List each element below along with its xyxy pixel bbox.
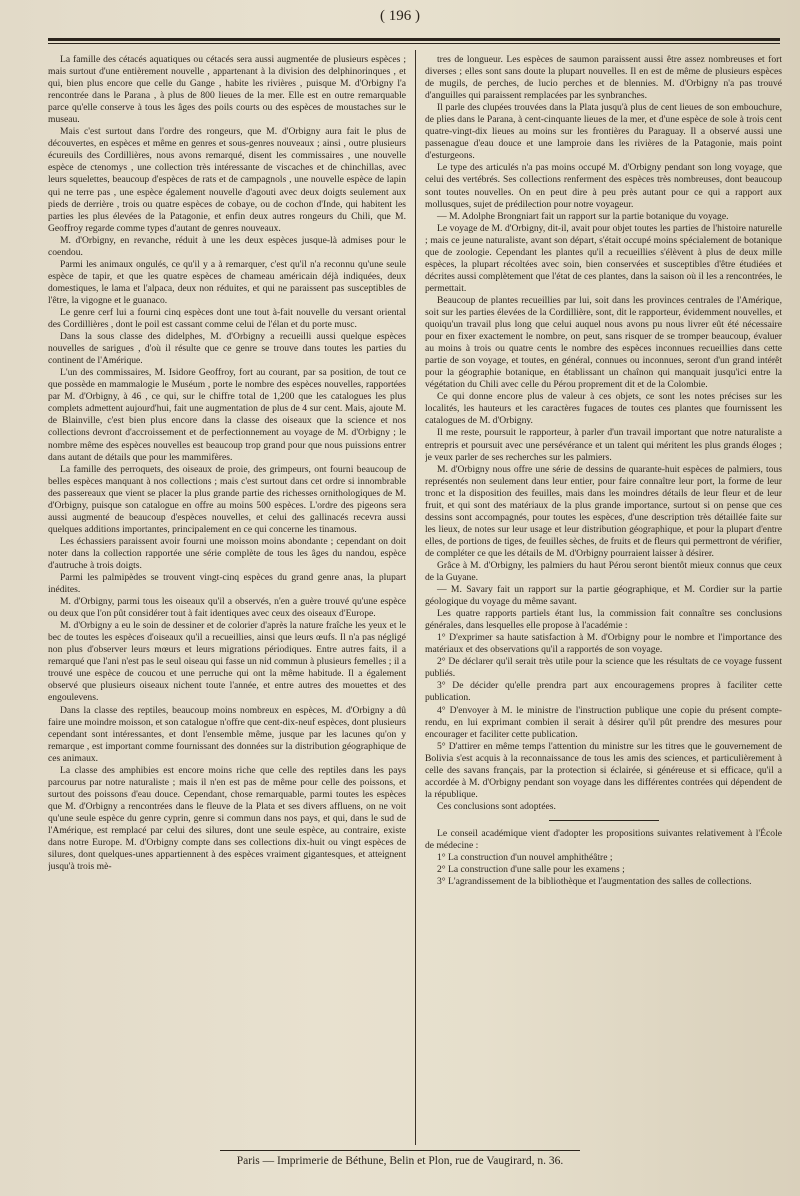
header-rule <box>48 38 780 44</box>
column-divider <box>415 50 416 1145</box>
paragraph: Beaucoup de plantes recueillies par lui, soit dans les provinces centrales de l'Amérique, soit sur les parties élevées de la Cordillière, sont, dit le rapporteur, évidemment nouvelles, et quoiqu'un travail plus long que celui auquel nous avons pu nous livrer eût été nécessaire pour en fixer exactement le nombre, on peut, sans risquer de se tromper beaucoup, évaluer au moins à trois ou quatre cents le nombre des espèces inconnues recueillies dans cette partie de son voyage, et toutes, en général, connues ou inconnues, seront d'un grand intérêt pour la géographie botanique, en établissant un chaînon qui manquait jusqu'ici entre la végétation du Chili avec celle du Pérou proprement dit et de la Colombie. <box>425 294 782 391</box>
paragraph: La famille des perroquets, des oiseaux de proie, des grimpeurs, ont fourni beaucoup de belles espèces manquant à nos collections ; mais c'est surtout dans cet ordre si innombrable des passereaux que vient se placer la plus grande partie des richesses ornithologiques de M. d'Orbigny, puisque son catalogue en offre au moins 500 espèces. L'ordre des pigeons sera aussi augmenté de beaucoup d'espèces nouvelles, et celui des gallinacés recevra aussi quelques additions importantes, principalement en ce qui concerne les tinamous. <box>48 463 406 535</box>
paragraph: 3° L'agrandissement de la bibliothèque et l'augmentation des salles de collections. <box>437 876 752 888</box>
paragraph: M. d'Orbigny, en revanche, réduit à une les deux espèces jusque-là admises pour le coendou. <box>48 234 406 258</box>
paragraph: Il parle des clupées trouvées dans la Plata jusqu'à plus de cent lieues de son embouchure, de plies dans le Parana, à cent-cinquante lieues de la mer, et d'une espèce de sole à trois cent quatre-vingt-dix lieues au moins sur les frontières du Paraguay. Il a observé aussi une passenague d'eau douce et une lamproie dans les rivières de la Patagonie, mais point d'esturgeons. <box>425 102 782 162</box>
paragraph: Dans la sous classe des didelphes, M. d'Orbigny a recueilli aussi quelque espèces nouvelles de sarigues , d'où il résulte que ce genre se trouve dans toutes les parties du continent de l'Amérique. <box>48 331 406 367</box>
paragraph: M. d'Orbigny nous offre une série de dessins de quarante-huit espèces de palmiers, tous représentés non seulement dans leur entier, pour faire connaître leur port, la forme de leur tronc et la disposition des feuilles, mais dans les moindres détails de leur fleur et de leur fruit, et qui sont des matériaux de la plus grande importance, surtout si on pense que ces dessins sont accompagnés, pour toutes les espèces, d'une description très détaillée faite sur les lieux, de notes sur leur usage et leur distribution géographique, et pour la plupart d'entre elles, de portions de tiges, de feuilles sèches, de fruits et de fleurs qui permettront de vérifier, de compléter ce que les détails de M. d'Orbigny pourraient laisser à désirer. <box>425 463 782 559</box>
paragraph: — M. Adolphe Brongniart fait un rapport sur la partie botanique du voyage. <box>437 210 729 222</box>
paragraph: Parmi les palmipèdes se trouvent vingt-cinq espèces du grand genre anas, la plupart inédites. <box>48 572 406 596</box>
paragraph: Ces conclusions sont adoptées. <box>437 800 556 812</box>
paragraph: Ce qui donne encore plus de valeur à ces objets, ce sont les notes précises sur les localités, les hauteurs et les caractères fugaces de toutes ces plantes que fournissent les catalogues de M. d'Orbigny. <box>425 391 782 427</box>
section-divider <box>549 820 659 821</box>
left-column <box>48 54 406 1142</box>
paragraph: 3° De décider qu'elle prendra part aux encouragemens propres à faciliter cette publication. <box>425 680 782 704</box>
footer-rule <box>220 1150 580 1151</box>
paragraph: M. d'Orbigny a eu le soin de dessiner et de colorier d'après la nature fraîche les yeux et le bec de toutes les espèces d'oiseaux qu'il a recueillies, ainsi que leurs œufs. Il n'a pas négligé non plus d'observer leurs mœurs et leurs migrations périodiques. Entre autres faits, il a remarqué que l'ani n'est pas le seul oiseau qui fasse un nid commun à plusieurs femelles ; il a trouvé une espèce de coucou et une perruche qui ont la même habitude. Il a également observé que plusieurs oiseaux nichent toute l'année, et entre autres des mouettes et des engoulevens. <box>48 620 406 704</box>
paragraph: Mais c'est surtout dans l'ordre des rongeurs, que M. d'Orbigny aura fait le plus de découvertes, en espèces et même en genres et sous-genres nouveaux ; ainsi , outre plusieurs écureuils des Cordillières, nous avons remarqué, disent les commissaires , une nouvelle espèce de ctenomys , une collection très intéressante de viscaches et de chinchillas, avec leurs squelettes, beaucoup d'espèces de rats et de campagnols , une nouvelle espèce de lapin qui ne terre pas , une espèce également nouvelle d'agouti avec deux doigts seulement aux pieds de derrière , trois ou quatre espèces de cobaye, ou de cochon d'Inde, qui habitent les parties les plus élevées de la Patagonie, et enfin deux autres rongeurs du Chili, que M. Geoffroy regarde comme types d'autant de genres nouveaux. <box>48 126 406 234</box>
paragraph: Le type des articulés n'a pas moins occupé M. d'Orbigny pendant son long voyage, que celui des vertébrés. Ses collections renferment des espèces très nombreuses, dont beaucoup sont toutes nouvelles. On en peut dire à peu près autant pour ce qui a rapport aux mollusques, sujet de prédilection pour notre voyageur. <box>425 162 782 210</box>
paragraph: 1° D'exprimer sa haute satisfaction à M. d'Orbigny pour le nombre et l'importance des matériaux et des observations qu'il a rapportés de son voyage. <box>425 632 782 656</box>
paragraph: M. d'Orbigny, parmi tous les oiseaux qu'il a observés, n'en a guère trouvé qu'une espèce ou deux que l'on pût considérer tout à fait identiques avec ceux des oiseaux d'Europe. <box>48 596 406 620</box>
paragraph: Grâce à M. d'Orbigny, les palmiers du haut Pérou seront bientôt mieux connus que ceux de la Guyane. <box>425 559 782 584</box>
paragraph: 5° D'attirer en même temps l'attention du ministre sur les titres que le gouvernement de Bolivia s'est acquis à la reconnaissance de tous les amis des sciences, et particulièrement à celle des savans français, par la protection si éclairée, si généreuse et si efficace, qu'il a accordée à M. d'Orbigny pendant son voyage dans les différentes contrées qui dépendent de la république. <box>425 740 782 800</box>
paragraph: — M. Savary fait un rapport sur la partie géographique, et M. Cordier sur la partie géologique du voyage du même savant. <box>425 584 782 608</box>
paragraph: 1° La construction d'un nouvel amphithéâtre ; <box>437 852 613 864</box>
paragraph: Le conseil académique vient d'adopter les propositions suivantes relativement à l'École de médecine : <box>425 827 782 851</box>
paragraph: Les échassiers paraissent avoir fourni une moisson moins abondante ; cependant on doit noter dans la collection rapportée une série complète de tous les âges du nandou, espèce d'autruche à trois doigts. <box>48 535 406 571</box>
paragraph: Dans la classe des reptiles, beaucoup moins nombreux en espèces, M. d'Orbigny a dû faire une moindre moisson, et son catalogue n'offre que cent-dix-neuf espèces, dont plusieurs cependant sont intéressantes, et dont l'ensemble même, jusque par les lacunes qu'on y remarque , est important comme fournissant des données sur la distribution géographique de ces animaux. <box>48 704 406 764</box>
page-number: ( 196 ) <box>380 8 420 24</box>
paragraph: Parmi les animaux ongulés, ce qu'il y a à remarquer, c'est qu'il n'a reconnu qu'une seule espèce de tapir, et que les quatre espèces de chameau américain déjà indiquées, deux domestiques, le lama et l'alpaca, deux non réduites, et qui ne paraissent pas susceptibles de l'être, la vigogne et le guanaco. <box>48 258 406 306</box>
paragraph: La famille des cétacés aquatiques ou cétacés sera aussi augmentée de plusieurs espèces ; mais surtout d'une entièrement nouvelle , appartenant à la division des delphinorinques , et qui, bien plus encore que celle du Gange , habite les rivières , puisque M. d'Orbigny l'a rencontrée dans le Parana , à plus de 800 lieues de la mer. Elle est en outre remarquable parce qu'elle conserve à tous les âges des poils courts ou des espèces de moustaches sur le museau. <box>48 54 406 126</box>
paragraph: La classe des amphibies est encore moins riche que celle des reptiles dans les pays parcourus par notre naturaliste ; mais il n'en est pas de même pour celle des poissons, et surtout des poissons d'eau douce. Cependant, chose remarquable, parmi toutes les espèces que M. d'Orbigny a rencontrées dans le fleuve de la Plata et ses divers affluens, on ne voit qu'une seule espèce du genre cyprin, genre si commun dans nos pays, et qui, dans le sud de l'Amérique, est remplacé par celui des silures, dont une seule espèce, au contraire, existe dans notre Europe. M. d'Orbigny compte dans ses collections dix-huit ou vingt espèces de silures, dont quelques-unes appartiennent à des espèces vraiment gigantesques, et atteignent jusqu'à trois mè- <box>48 764 406 873</box>
paragraph: Le voyage de M. d'Orbigny, dit-il, avait pour objet toutes les parties de l'histoire naturelle ; mais ce jeune naturaliste, avant son départ, s'était occupé moins spécialement de botanique que de zoologie. Cependant les plantes qu'il a recueillies s'élèvent à plus de deux mille espèces, la plupart récoltées avec soin, bien conservées et susceptibles d'être étudiées et décrites aussi complètement que l'état de ces plantes, dans la saison où il les a rencontrées, le permettait. <box>425 222 782 294</box>
printer-imprint: Paris — Imprimerie de Béthune, Belin et Plon, rue de Vaugirard, n. 36. <box>236 1155 564 1167</box>
paragraph: Il me reste, poursuit le rapporteur, à parler d'un travail important que notre naturaliste a entrepris et poursuit avec une persévérance et un talent qui méritent les plus grands éloges ; je veux parler de ses recherches sur les palmiers. <box>425 427 782 463</box>
paragraph: L'un des commissaires, M. Isidore Geoffroy, fort au courant, par sa position, de tout ce que possède en mammalogie le Muséum , porte le nombre des espèces nouvelles, rapportées par M. d'Orbigny, à 46 , ce qui, sur le chiffre total de 1,200 que les catalogues les plus complets admettent aujourd'hui, fait une augmentation de plus de 4 sur cent. Mais, ajoute M. de Blainville, c'est bien plus encore dans la classe des oiseaux que la science et nos collections devront d'accroissement et de perfectionnement au voyage de M. d'Orbigny ; le nombre même des espèces nouvelles est beaucoup trop grand pour que nous puissions entrer dans autant de détails que pour les mammifères. <box>48 367 406 463</box>
right-column <box>425 54 782 1142</box>
paragraph: Les quatre rapports partiels étant lus, la commission fait connaître ses conclusions générales, dans lesquelles elle propose à l'académie : <box>425 608 782 632</box>
paragraph: 2° La construction d'une salle pour les examens ; <box>437 864 625 876</box>
paragraph: Le genre cerf lui a fourni cinq espèces dont une tout à-fait nouvelle du versant oriental des Cordillières , dont le poil est cassant comme celui de l'élan et du porte musc. <box>48 306 406 331</box>
paragraph: 2° De déclarer qu'il serait très utile pour la science que les résultats de ce voyage fussent publiés. <box>425 656 782 680</box>
paragraph: tres de longueur. Les espèces de saumon paraissent aussi être assez nombreuses et fort diverses ; elles sont sans doute la plupart nouvelles. Il en est de même de plusieurs espèces de mugils, de perches, de lucio perches et de blennies. M. d'Orbigny n'a pas trouvé d'anguilles qui paraissent remplacées par les synbranches. <box>425 54 782 102</box>
paragraph: 4° D'envoyer à M. le ministre de l'instruction publique une copie du présent compte-rendu, en lui exprimant combien il serait à désirer qu'il pût prendre des mesures pour encourager et faciliter cette publication. <box>425 704 782 740</box>
